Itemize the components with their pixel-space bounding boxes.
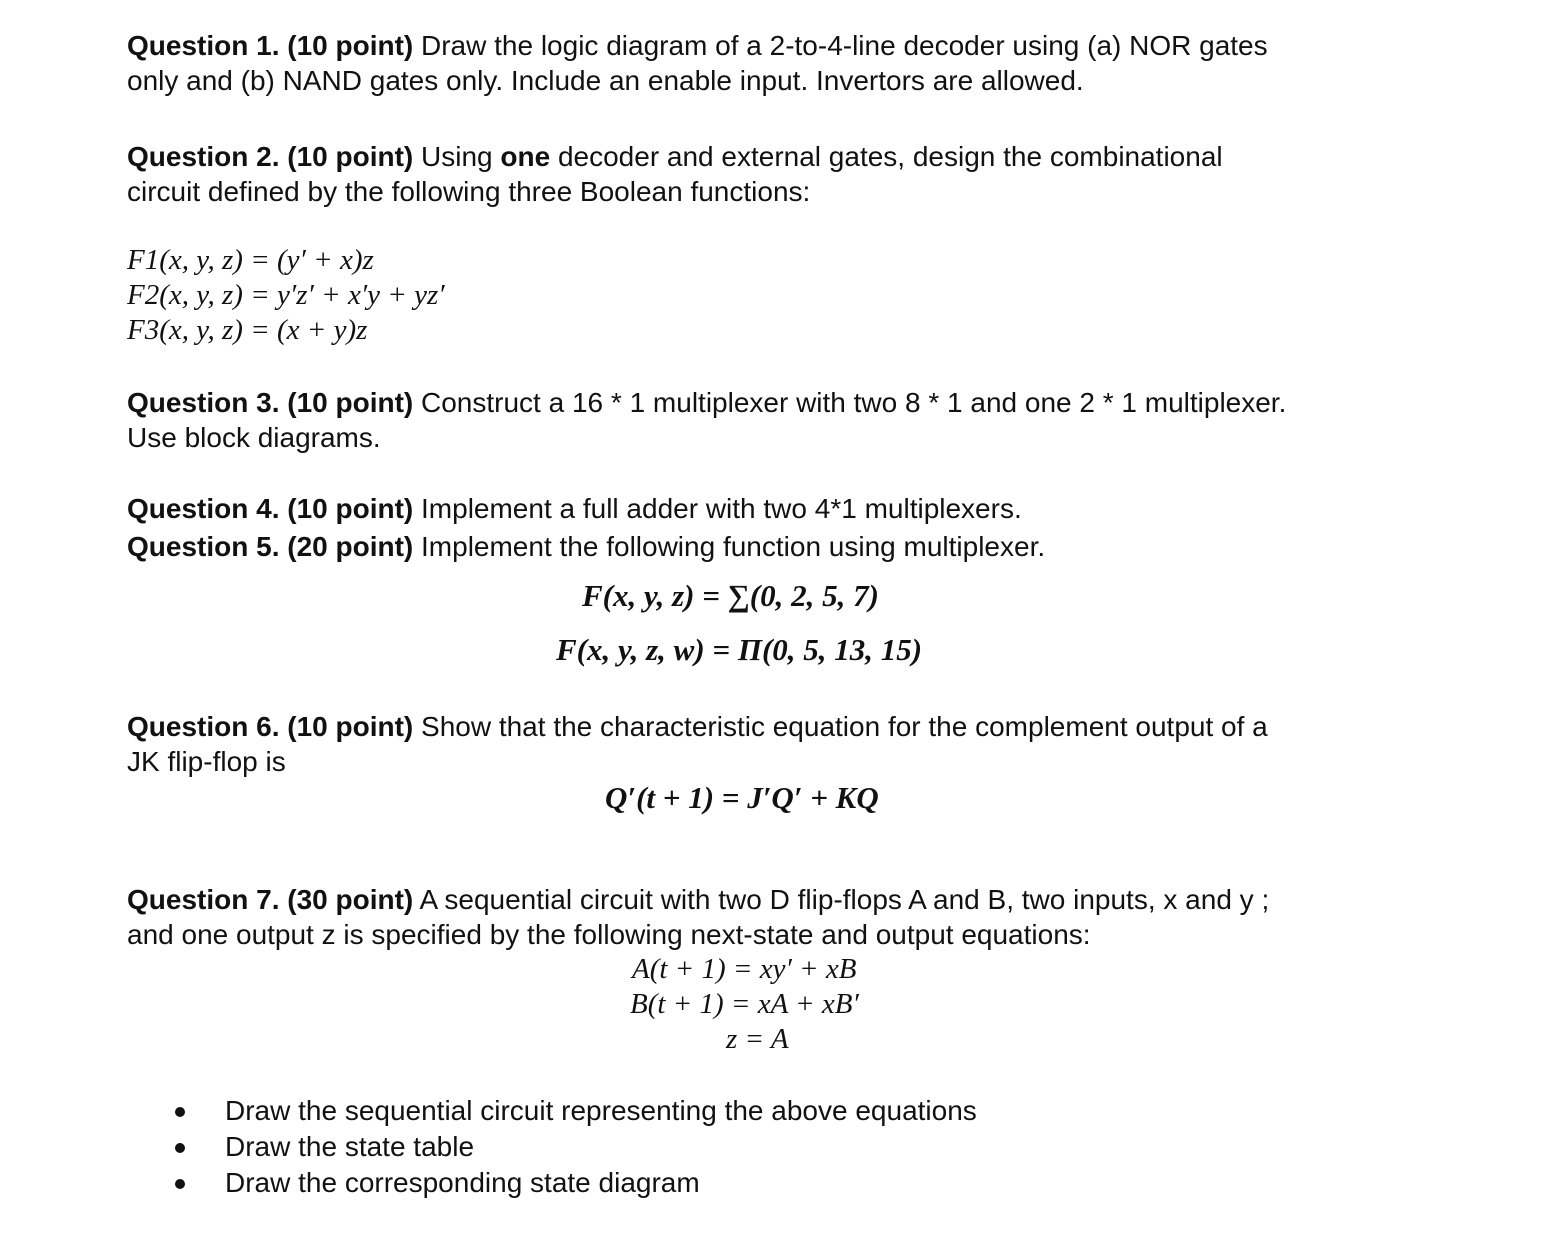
question-2-label: Question 2. (10 point): [127, 141, 414, 172]
question-2-text-2: circuit defined by the following three Boolean functions:: [127, 176, 811, 207]
question-4-label: Question 4. (10 point): [127, 493, 414, 524]
question-3-text-1: Construct a 16 * 1 multiplexer with two 8 * 1 and one 2 * 1 multiplexer.: [413, 387, 1287, 418]
question-4: [127, 491, 1022, 526]
question-1-text-2: only and (b) NAND gates only. Include an enable input. Invertors are allowed.: [127, 65, 1084, 96]
question-4-line-1: [127, 491, 1022, 526]
equation-f-product: F(x, y, z, w) = Π(0, 5, 13, 15): [556, 632, 923, 667]
equation-f3: F3(x, y, z) = (x + y)z: [127, 314, 368, 346]
equation-f1: F1(x, y, z) = (y′ + x)z: [127, 244, 374, 276]
question-3-line-1: [127, 385, 1286, 420]
equation-jk-complement: Q′(t + 1) = J′Q′ + KQ: [605, 780, 879, 815]
question-2-text-1a: Using: [413, 141, 501, 172]
question-7: [127, 882, 1269, 952]
equation-b-next: B(t + 1) = xA + xB′: [630, 988, 859, 1020]
question-1-text-1: Draw the logic diagram of a 2-to-4-line decoder using (a) NOR gates: [413, 30, 1268, 61]
question-7-text-2: and one output z is specified by the following next-state and output equations:: [127, 919, 1091, 950]
list-item: [175, 1165, 977, 1201]
question-3-text-2: Use block diagrams.: [127, 422, 381, 453]
equation-f-sum: F(x, y, z) = ∑(0, 2, 5, 7): [582, 578, 879, 613]
task-text: Draw the corresponding state diagram: [225, 1167, 700, 1198]
question-2: [127, 139, 1223, 209]
question-2-emphasis: one: [500, 141, 551, 172]
question-6-label: Question 6. (10 point): [127, 711, 414, 742]
question-6-text-2: JK flip-flop is: [127, 746, 286, 777]
equation-f2: F2(x, y, z) = y′z′ + x′y + yz′: [127, 279, 445, 311]
equation-z-output: z = A: [726, 1023, 789, 1055]
question-1-line-1: [127, 28, 1268, 63]
question-3-label: Question 3. (10 point): [127, 387, 414, 418]
question-6: [127, 709, 1268, 779]
question-7-label: Question 7. (30 point): [127, 884, 414, 915]
question-5-line-1: [127, 529, 1045, 564]
question-5-text-1: Implement the following function using multiplexer.: [413, 531, 1046, 562]
question-4-text-1: Implement a full adder with two 4*1 multiplexers.: [413, 493, 1022, 524]
list-item: [175, 1093, 977, 1129]
question-6-text-1: Show that the characteristic equation for the complement output of a: [413, 711, 1268, 742]
question-1-label: Question 1. (10 point): [127, 30, 414, 61]
question-7-line-1: [127, 882, 1269, 917]
question-5-label: Question 5. (20 point): [127, 531, 414, 562]
task-text: Draw the state table: [225, 1131, 475, 1162]
question-7-task-list: [175, 1093, 977, 1201]
question-2-line-1: [127, 139, 1223, 174]
list-item: [175, 1129, 977, 1165]
bullet-icon: [175, 1179, 185, 1189]
bullet-icon: [175, 1107, 185, 1117]
question-5: [127, 529, 1045, 564]
question-1: [127, 28, 1268, 98]
task-text: Draw the sequential circuit representing the above equations: [225, 1095, 977, 1126]
question-2-text-1c: decoder and external gates, design the combinational: [550, 141, 1223, 172]
bullet-icon: [175, 1143, 185, 1153]
equation-a-next: A(t + 1) = xy′ + xB: [632, 953, 857, 985]
question-6-line-1: [127, 709, 1268, 744]
question-3: [127, 385, 1286, 455]
question-7-text-1: A sequential circuit with two D flip-flops A and B, two inputs, x and y ;: [413, 884, 1270, 915]
